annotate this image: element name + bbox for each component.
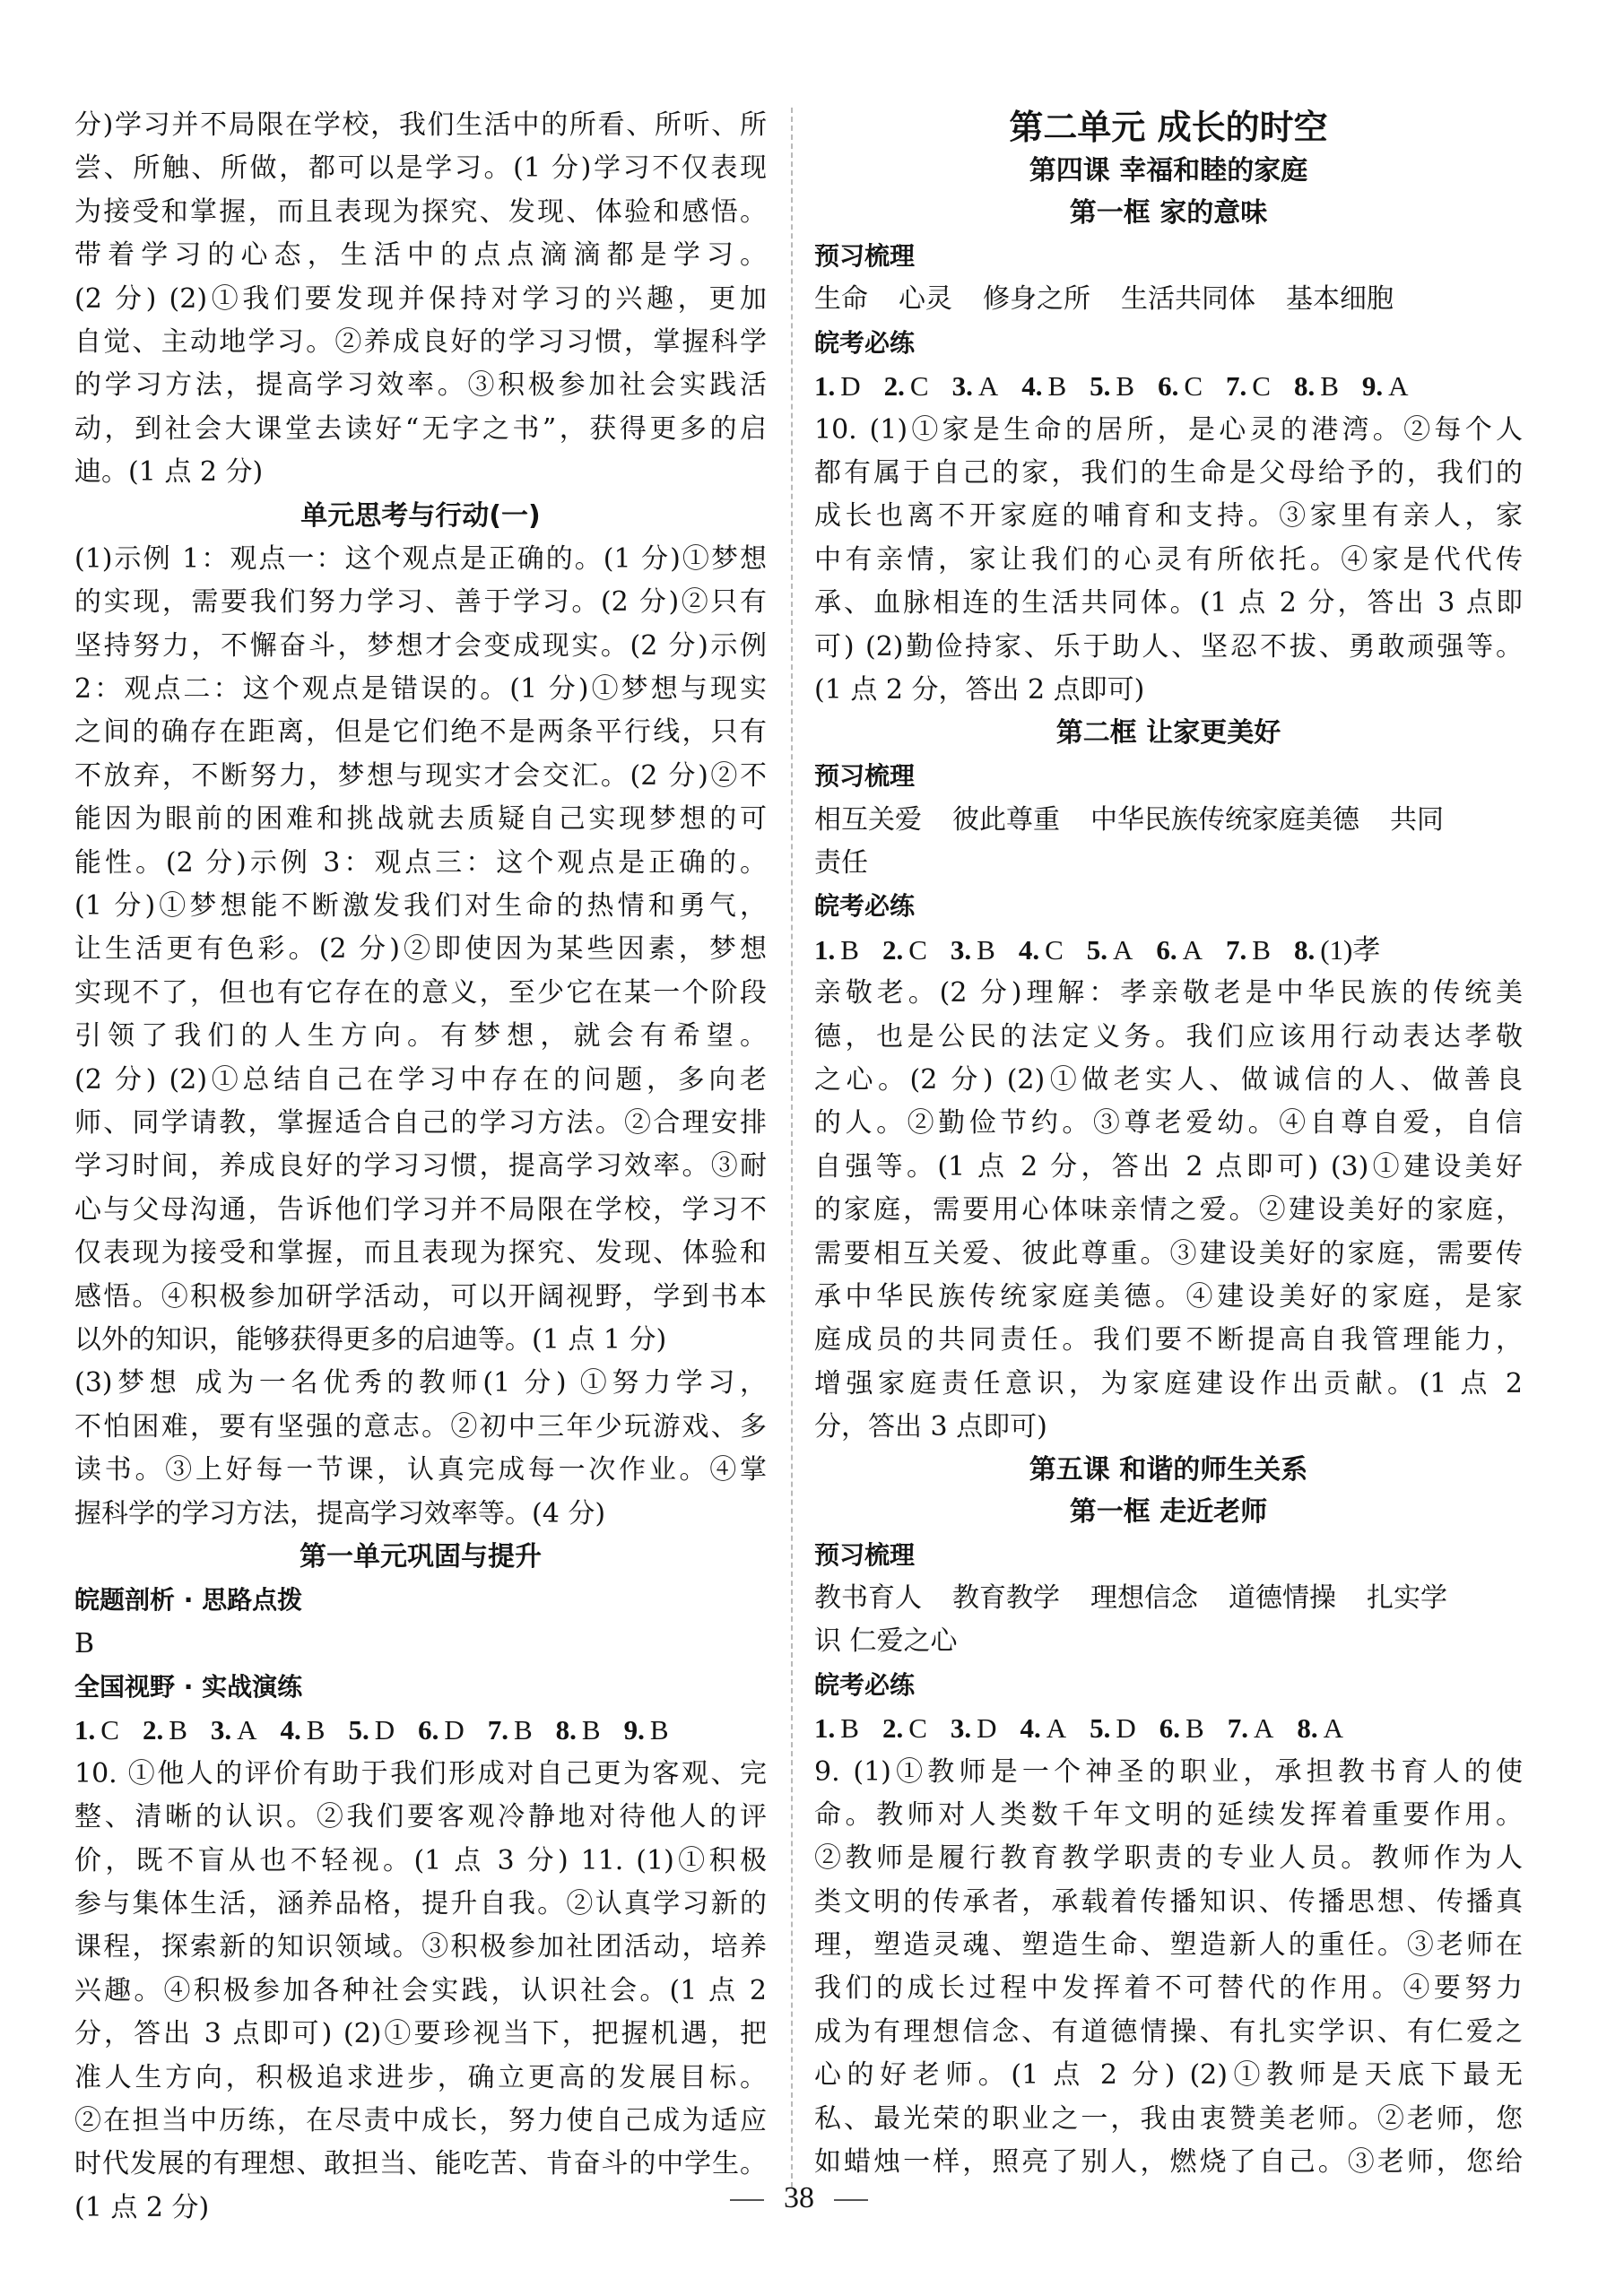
text-line: 成为有理想信念、有道德情操、有扎实学识、有仁爱之 <box>814 2015 1523 2048</box>
question-number: 2. <box>882 933 904 966</box>
text-line: 理，塑造灵魂、塑造生命、塑造新人的重任。③老师在 <box>814 1929 1523 1962</box>
right-column <box>814 104 1523 2184</box>
text-line: 分)学习并不局限在学校，我们生活中的所看、所听、所 <box>74 109 767 141</box>
question-number: 4. <box>1021 370 1043 403</box>
answer-choice: B <box>649 1714 669 1746</box>
text-line: (1 分)①梦想能不断激发我们对生命的热情和勇气， <box>74 890 767 923</box>
text-line: ②教师是履行教育教学职责的专业人员。教师作为人 <box>814 1842 1523 1875</box>
question-number: 5. <box>348 1714 369 1746</box>
answer-line <box>814 365 1523 408</box>
question-number: 8. <box>1293 933 1316 966</box>
column-divider <box>791 108 793 2188</box>
text-line: 成长也离不开家庭的哺育和支持。③家里有亲人，家 <box>814 500 1523 533</box>
answer-item <box>624 1709 669 1752</box>
answer-item <box>1020 1707 1067 1750</box>
answer-item <box>1090 365 1134 408</box>
answer-choice: C <box>909 370 929 403</box>
answer-choice: D <box>444 1714 465 1746</box>
text-line: 心与父母沟通，告诉他们学习并不局限在学校，学习不 <box>74 1193 767 1226</box>
text-line: 的实现，需要我们努力学习、善于学习。(2 分)②只有 <box>74 586 767 619</box>
text-line: ②在担当中历练，在尽责中成长，努力使自己成为适应 <box>74 2104 767 2136</box>
text-line: 的人。②勤俭节约。③尊老爱幼。④自尊自爱，自信 <box>814 1107 1523 1139</box>
text-line: 如蜡烛一样，照亮了别人，燃烧了自己。③老师，您给 <box>814 2146 1523 2179</box>
answer-item <box>488 1709 533 1752</box>
text-line: 德，也是公民的法定义务。我们应该用行动表达孝敬 <box>814 1020 1523 1053</box>
text-line: 10. ①他人的评价有助于我们形成对自己更为客观、完 <box>74 1757 767 1789</box>
answer-item <box>1294 365 1339 408</box>
answer-choice: A <box>1323 1712 1344 1745</box>
text-line: 自觉、主动地学习。②养成良好的学习习惯，掌握科学 <box>74 325 767 358</box>
keyword: 基本细胞 <box>1286 283 1394 316</box>
frame-title: 第一框 走近老师 <box>1069 1495 1268 1528</box>
answer-choice: A <box>977 370 999 403</box>
footer-dash-left <box>730 2199 764 2201</box>
text-line: 价，既不盲从也不轻视。(1 点 3 分) 11. (1)①积极 <box>74 1844 767 1876</box>
answer-choice: C <box>908 1712 927 1745</box>
answer-choice: A <box>1113 933 1133 966</box>
answer-choice: D <box>977 1712 997 1745</box>
text-line: 10. (1)①家是生命的居所，是心灵的港湾。②每个人 <box>814 413 1523 446</box>
text-line: 心的好老师。(1 点 2 分) (2)①教师是天底下最无 <box>814 2059 1523 2092</box>
text-line: 带着学习的心态，生活中的点点滴滴都是学习。 <box>74 239 767 272</box>
answer-choice: B <box>1116 370 1135 403</box>
text-line: 自强等。(1 点 2 分，答出 2 点即可) (3)①建设美好 <box>814 1150 1523 1183</box>
question-number: 4. <box>280 1714 301 1746</box>
answer-choice: C <box>100 1714 119 1746</box>
question-number: 4. <box>1018 933 1040 966</box>
page-footer <box>0 2177 1598 2220</box>
answer-line <box>74 1709 767 1752</box>
text-line: 分，答出 3 点即可) <box>814 1411 1047 1443</box>
text-line: 承中华民族传统家庭美德。④建设美好的家庭，是家 <box>814 1280 1523 1313</box>
text-line: 增强家庭责任意识，为家庭建设作出贡献。(1 点 2 <box>814 1367 1523 1399</box>
question-number: 4. <box>1020 1712 1041 1745</box>
text-line: 以外的知识，能够获得更多的启迪等。(1 点 1 分) <box>74 1323 667 1356</box>
keyword: 修身之所 <box>983 283 1090 316</box>
answer-item <box>1226 365 1271 408</box>
keyword: 相互关爱 <box>814 803 922 836</box>
answer-item <box>1019 929 1064 972</box>
text-line: 时代发展的有理想、敢担当、能吃苦、肯奋斗的中学生。 <box>74 2148 767 2180</box>
keyword: 道德情操 <box>1229 1581 1336 1614</box>
keyword: 教育教学 <box>952 1581 1060 1614</box>
answer-choice: D <box>840 370 861 403</box>
answer-item <box>1021 365 1066 408</box>
question-number: 9. <box>1361 370 1384 403</box>
text-line: 责任 <box>814 847 868 879</box>
answer-choice: A <box>237 1714 257 1746</box>
text-line: 分，答出 3 点即可) (2)①要珍视当下，把握机遇，把 <box>74 2018 767 2050</box>
answer-item <box>281 1709 326 1752</box>
question-number: 6. <box>418 1714 439 1746</box>
answer-choice: C <box>1045 933 1064 966</box>
text-line: 感悟。④积极参加研学活动，可以开阔视野，学到书本 <box>74 1280 767 1313</box>
question-number: 7. <box>1226 370 1247 403</box>
text-line: 之心。(2 分) (2)①做老实人、做诚信的人、做善良 <box>814 1064 1523 1096</box>
text-line: 动，到社会大课堂去读好“无字之书”，获得更多的启 <box>74 412 767 445</box>
answer-choice: B <box>1047 370 1067 403</box>
text-line: 参与集体生活，涵养品格，提升自我。②认真学习新的 <box>74 1888 767 1920</box>
answer-choice: (1)孝 <box>1320 933 1381 966</box>
question-number: 5. <box>1086 933 1107 966</box>
text-line: 需要相互关爱、彼此尊重。③建设美好的家庭，需要传 <box>814 1237 1523 1269</box>
text-line: 学习时间，养成良好的学习习惯，提高学习效率。③耐 <box>74 1150 767 1183</box>
text-line: 的学习方法，提高学习效率。③积极参加社会实践活 <box>74 369 767 402</box>
section-heading: 单元思考与行动(一) <box>300 499 541 532</box>
keyword-line <box>814 1577 1523 1620</box>
text-line: 庭成员的共同责任。我们要不断提高自我管理能力， <box>814 1324 1523 1356</box>
answer-item <box>1156 929 1203 972</box>
text-line: 引领了我们的人生方向。有梦想，就会有希望。 <box>74 1020 767 1053</box>
text-line: 之间的确存在距离，但是它们绝不是两条平行线，只有 <box>74 716 767 749</box>
text-line: 9. (1)①教师是一个神圣的职业，承担教书育人的使 <box>814 1755 1523 1788</box>
answer-choice: D <box>374 1714 395 1746</box>
frame-title: 第二框 让家更美好 <box>1055 717 1281 749</box>
question-number: 6. <box>1159 1712 1181 1745</box>
question-number: 6. <box>1156 933 1177 966</box>
subsection-heading: 预习梳理 <box>814 761 916 792</box>
keyword: 扎实学 <box>1367 1581 1447 1614</box>
answer-item <box>814 365 861 408</box>
question-number: 8. <box>1293 370 1316 403</box>
subsection-heading: 全国视野 · 实战演练 <box>74 1672 303 1703</box>
text-line: 师、同学请教，掌握适合自己的学习方法。②合理安排 <box>74 1106 767 1139</box>
answer-choice: B <box>977 933 995 966</box>
question-number: 8. <box>1297 1712 1318 1745</box>
page-number: 38 <box>784 2181 814 2214</box>
text-line: 我们的成长过程中发挥着不可替代的作用。④要努力 <box>814 1972 1523 2005</box>
text-line: 迪。(1 点 2 分) <box>74 456 264 489</box>
question-number: 7. <box>1226 933 1247 966</box>
answer-choice: C <box>1184 370 1203 403</box>
answer-item <box>882 1707 927 1750</box>
answer-choice: B <box>840 933 859 966</box>
subsection-heading: 皖考必练 <box>814 891 916 922</box>
answer-choice: B <box>840 1712 859 1745</box>
text-line: 能性。(2 分)示例 3：观点三：这个观点是正确的。 <box>74 846 767 879</box>
text-line: (3)梦想 成为一名优秀的教师(1 分) ①努力学习， <box>74 1367 767 1399</box>
answer-line <box>814 1707 1523 1750</box>
text-line: 不怕困难，要有坚强的意志。②初中三年少玩游戏、多 <box>74 1410 767 1443</box>
keyword-line <box>814 799 1523 842</box>
answer-item <box>952 365 999 408</box>
answer-choice: D <box>1116 1712 1136 1745</box>
answer-choice: B <box>581 1714 601 1746</box>
text-line: 课程，探索新的知识领域。③积极参加社团活动，培养 <box>74 1931 767 1963</box>
question-number: 1. <box>814 1712 836 1745</box>
question-number: 9. <box>623 1714 645 1746</box>
subsection-heading: 皖考必练 <box>814 1669 916 1700</box>
text-line: (1 点 2 分，答出 2 点即可) <box>814 673 1145 706</box>
answer-item <box>1228 1707 1274 1750</box>
footer-dash-right <box>834 2199 868 2201</box>
left-column <box>74 104 767 2230</box>
text-line: 准人生方向，积极追求进步，确立更高的发展目标。 <box>74 2061 767 2093</box>
answer-choice: A <box>1046 1712 1067 1745</box>
answer-item <box>556 1709 601 1752</box>
answer-item <box>1087 929 1133 972</box>
question-number: 1. <box>814 933 836 966</box>
answer-choice: A <box>1182 933 1203 966</box>
text-line: B <box>74 1627 95 1659</box>
text-line: 兴趣。④积极参加各种社会实践，认识社会。(1 点 2 <box>74 1974 767 2006</box>
answer-item <box>1226 929 1271 972</box>
answer-choice: B <box>513 1714 533 1746</box>
question-number: 3. <box>950 933 972 966</box>
answer-item <box>348 1709 395 1752</box>
text-line: (1 点 2 分) <box>74 2191 210 2223</box>
answer-item <box>882 929 927 972</box>
question-number: 5. <box>1090 1712 1111 1745</box>
frame-title: 第一框 家的意味 <box>1069 197 1268 229</box>
text-line: 类文明的传承者，承载着传播知识、传播思想、传播真 <box>814 1885 1523 1918</box>
keyword: 共同 <box>1390 803 1444 836</box>
answer-line <box>814 929 1523 972</box>
text-line: 让生活更有色彩。(2 分)②即使因为某些因素，梦想 <box>74 933 767 966</box>
answer-choice: B <box>169 1714 187 1746</box>
answer-item <box>1294 929 1380 972</box>
text-line: 的家庭，需要用心体味亲情之爱。②建设美好的家庭， <box>814 1194 1523 1226</box>
text-line: 坚持努力，不懈奋斗，梦想才会变成现实。(2 分)示例 <box>74 629 767 662</box>
subsection-heading: 皖考必练 <box>814 327 916 358</box>
text-line: 承、血脉相连的生活共同体。(1 点 2 分，答出 3 点即 <box>814 587 1523 619</box>
answer-item <box>1362 365 1409 408</box>
question-number: 3. <box>210 1714 232 1746</box>
answer-choice: A <box>1253 1712 1274 1745</box>
lesson-title: 第四课 幸福和睦的家庭 <box>1029 155 1308 186</box>
answer-item <box>951 1707 997 1750</box>
keyword: 生活共同体 <box>1121 283 1255 316</box>
text-line: 私、最光荣的职业之一，我由衷赞美老师。②老师，您 <box>814 2102 1523 2135</box>
section-heading: 第一单元巩固与提升 <box>300 1540 542 1573</box>
text-line: 握科学的学习方法，提高学习效率等。(4 分) <box>74 1497 606 1529</box>
question-number: 1. <box>814 370 836 403</box>
answer-item <box>1090 1707 1136 1750</box>
question-number: 3. <box>951 370 973 403</box>
subsection-heading: 预习梳理 <box>814 241 916 271</box>
text-line: 都有属于自己的家，我们的生命是父母给予的，我们的 <box>814 456 1523 489</box>
answer-choice: B <box>1320 370 1339 403</box>
question-number: 8. <box>555 1714 577 1746</box>
answer-item <box>143 1709 187 1752</box>
question-number: 1. <box>74 1714 96 1746</box>
question-number: 2. <box>883 370 905 403</box>
text-line: 实现不了，但也有它存在的意义，至少它在某一个阶段 <box>74 976 767 1009</box>
text-line: 可) (2)勤俭持家、乐于助人、坚忍不拔、勇敢顽强等。 <box>814 630 1523 663</box>
text-line: 读书。③上好每一节课，认真完成每一次作业。④掌 <box>74 1454 767 1486</box>
text-line: 能因为眼前的困难和挑战就去质疑自己实现梦想的可 <box>74 803 767 836</box>
question-number: 7. <box>487 1714 508 1746</box>
keyword: 理想信念 <box>1090 1581 1198 1614</box>
keyword: 生命 <box>814 283 868 316</box>
question-number: 2. <box>142 1714 164 1746</box>
answer-item <box>884 365 929 408</box>
answer-choice: C <box>1252 370 1271 403</box>
lesson-title: 第五课 和谐的师生关系 <box>1029 1453 1308 1486</box>
keyword: 彼此尊重 <box>952 803 1060 836</box>
question-number: 3. <box>950 1712 972 1745</box>
question-number: 6. <box>1158 370 1179 403</box>
answer-item <box>814 929 859 972</box>
text-line: (2 分) (2)①总结自己在学习中存在的问题，多向老 <box>74 1063 767 1096</box>
answer-item <box>74 1709 119 1752</box>
answer-item <box>814 1707 859 1750</box>
answer-item <box>418 1709 465 1752</box>
text-line: 亲敬老。(2 分)理解：孝亲敬老是中华民族的传统美 <box>814 977 1523 1009</box>
text-line: (2 分) (2)①我们要发现并保持对学习的兴趣，更加 <box>74 282 767 315</box>
answer-item <box>1159 1707 1204 1750</box>
text-line: 不放弃，不断努力，梦想与现实才会交汇。(2 分)②不 <box>74 759 767 792</box>
answer-choice: A <box>1388 370 1409 403</box>
text-line: 识 仁爱之心 <box>814 1625 958 1658</box>
question-number: 5. <box>1090 370 1111 403</box>
answer-choice: B <box>1252 933 1271 966</box>
question-number: 7. <box>1227 1712 1248 1745</box>
answer-choice: B <box>306 1714 326 1746</box>
question-number: 2. <box>882 1712 904 1745</box>
unit-title: 第二单元 成长的时空 <box>1009 108 1328 147</box>
text-line: 整、清晰的认识。②我们要客观冷静地对待他人的评 <box>74 1801 767 1833</box>
keyword: 教书育人 <box>814 1581 922 1614</box>
text-line: 为接受和掌握，而且表现为探究、发现、体验和感悟。 <box>74 195 767 228</box>
keyword-line <box>814 278 1523 321</box>
text-line: 命。教师对人类数千年文明的延续发挥着重要作用。 <box>814 1798 1523 1831</box>
answer-item <box>211 1709 257 1752</box>
keyword: 中华民族传统家庭美德 <box>1090 803 1359 836</box>
answer-item <box>1158 365 1203 408</box>
subsection-heading: 预习梳理 <box>814 1539 916 1570</box>
answer-item <box>1297 1707 1343 1750</box>
text-line: 尝、所触、所做，都可以是学习。(1 分)学习不仅表现 <box>74 152 767 185</box>
answer-choice: C <box>908 933 927 966</box>
keyword: 心灵 <box>899 283 952 316</box>
answer-choice: B <box>1185 1712 1204 1745</box>
text-line: 仅表现为接受和掌握，而且表现为探究、发现、体验和 <box>74 1237 767 1269</box>
text-line: 2：观点二：这个观点是错误的。(1 分)①梦想与现实 <box>74 673 767 706</box>
text-line: 中有亲情，家让我们的心灵有所依托。④家是代代传 <box>814 543 1523 576</box>
answer-item <box>951 929 995 972</box>
subsection-heading: 皖题剖析 · 思路点拨 <box>74 1585 303 1616</box>
text-line: (1)示例 1：观点一：这个观点是正确的。(1 分)①梦想 <box>74 542 767 575</box>
